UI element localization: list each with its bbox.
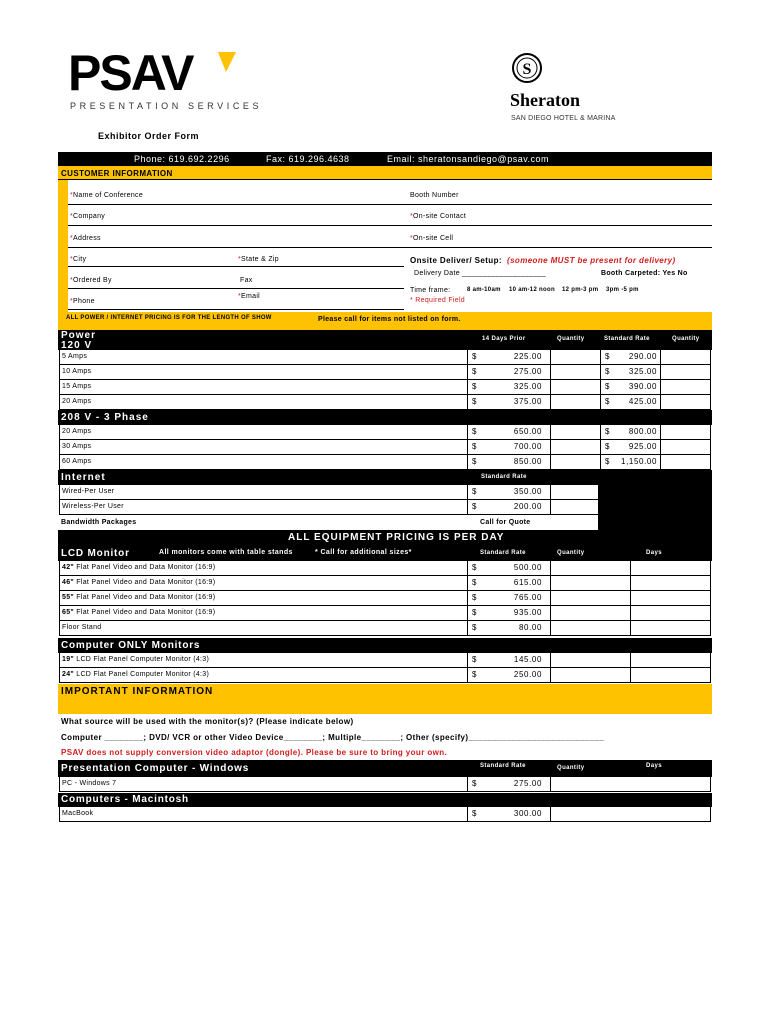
computer-monitor-currency: $ <box>472 670 477 679</box>
power-prior-price: 325.00 <box>513 382 542 391</box>
lcd-row[interactable] <box>59 561 711 576</box>
lcd-price: 615.00 <box>513 578 542 587</box>
notice-right: Please call for items not listed on form. <box>318 316 461 323</box>
power-currency: $ <box>472 397 477 406</box>
ordered-by-field[interactable]: *Ordered By <box>70 277 112 284</box>
lcd-currency: $ <box>472 578 477 587</box>
internet-title: Internet <box>61 472 106 483</box>
power-title-1: Power <box>61 330 97 341</box>
booth-carpeted-field[interactable]: Booth Carpeted: Yes No <box>601 270 688 277</box>
computer-monitor-row[interactable] <box>59 668 711 683</box>
lcd-currency: $ <box>472 563 477 572</box>
internet-col-standard: Standard Rate <box>481 474 527 480</box>
power-currency: $ <box>472 382 477 391</box>
bandwidth-packages: Bandwidth Packages <box>61 519 137 526</box>
onsite-delivery-label: Onsite Deliver/ Setup: <box>410 256 502 265</box>
lcd-quantity-cell[interactable] <box>550 591 630 605</box>
form-title: Exhibitor Order Form <box>98 131 200 141</box>
lcd-size: 65" <box>62 609 75 616</box>
phase-header <box>58 410 712 425</box>
time-option-4[interactable]: 3pm -5 pm <box>606 287 639 293</box>
power-row-label: 20 Amps <box>62 398 92 405</box>
lcd-description: Flat Panel Video and Data Monitor (16:9) <box>74 579 216 586</box>
computer-monitor-description: LCD Flat Panel Computer Monitor (4:3) <box>74 656 210 663</box>
lcd-days-cell[interactable] <box>630 576 712 590</box>
important-question: What source will be used with the monitor(s)? (Please indicate below) <box>61 717 354 726</box>
important-title: IMPORTANT INFORMATION <box>61 686 214 697</box>
internet-quantity-cell[interactable] <box>550 500 600 514</box>
computer-monitor-quantity-cell[interactable] <box>550 668 630 682</box>
internet-quantity-cell[interactable] <box>550 485 600 499</box>
lcd-row-label <box>62 624 102 631</box>
internet-currency: $ <box>472 487 477 496</box>
pc-row[interactable] <box>59 777 711 792</box>
contact-fax: Fax: 619.296.4638 <box>266 154 350 164</box>
phase-quantity2-cell[interactable] <box>660 440 712 454</box>
lcd-currency: $ <box>472 623 477 632</box>
phase-title: 208 V - 3 Phase <box>61 412 149 423</box>
lcd-row-label <box>62 564 215 571</box>
someone-must-note: (someone MUST be present for delivery) <box>507 256 676 265</box>
phase-currency: $ <box>605 442 610 451</box>
address-field[interactable]: *Address <box>70 235 101 242</box>
col-14-days-prior: 14 Days Prior <box>482 336 526 342</box>
time-frame-label: Time frame: <box>410 287 451 294</box>
mac-currency: $ <box>472 809 477 818</box>
power-currency: $ <box>472 367 477 376</box>
lcd-col-quantity: Quantity <box>557 550 585 556</box>
power-currency: $ <box>605 367 610 376</box>
lcd-quantity-cell[interactable] <box>550 576 630 590</box>
power-row[interactable] <box>59 350 711 365</box>
phase-row-label: 60 Amps <box>62 458 92 465</box>
internet-price: 350.00 <box>513 487 542 496</box>
computer-monitor-description: LCD Flat Panel Computer Monitor (4:3) <box>74 671 210 678</box>
customer-section-title: CUSTOMER INFORMATION <box>61 169 173 178</box>
contact-phone: Phone: 619.692.2296 <box>134 154 230 164</box>
power-title-2: 120 V <box>61 340 93 351</box>
lcd-size: 42" <box>62 564 75 571</box>
computer-monitor-row[interactable] <box>59 653 711 668</box>
lcd-description: Flat Panel Video and Data Monitor (16:9) <box>74 594 216 601</box>
phase-row[interactable] <box>59 425 711 440</box>
notice-left: ALL POWER / INTERNET PRICING IS FOR THE LENGTH OF SHOW <box>66 315 272 321</box>
phase-prior-price: 850.00 <box>513 457 542 466</box>
power-currency: $ <box>472 352 477 361</box>
lcd-row[interactable] <box>59 621 711 636</box>
email-field[interactable]: *Email <box>238 293 261 300</box>
lcd-quantity-cell[interactable] <box>550 606 630 620</box>
phase-currency: $ <box>605 457 610 466</box>
power-prior-price: 375.00 <box>513 397 542 406</box>
time-option-2[interactable]: 10 am-12 noon <box>509 287 555 293</box>
power-currency: $ <box>605 382 610 391</box>
phase-row-label: 30 Amps <box>62 443 92 450</box>
name-of-conference-field[interactable]: *Name of Conference <box>70 192 144 199</box>
power-standard-price: 290.00 <box>628 352 657 361</box>
computer-monitor-row-label <box>62 671 209 678</box>
lcd-description: Floor Stand <box>62 624 102 631</box>
lcd-price: 80.00 <box>518 623 542 632</box>
power-quantity-cell[interactable] <box>550 350 600 364</box>
lcd-currency: $ <box>472 593 477 602</box>
time-option-1[interactable]: 8 am-10am <box>467 287 501 293</box>
col-standard-rate: Standard Rate <box>604 336 650 342</box>
lcd-description: Flat Panel Video and Data Monitor (16:9) <box>74 609 216 616</box>
hotel-subtitle: SAN DIEGO HOTEL & MARINA <box>511 115 616 122</box>
computer-monitor-days-cell[interactable] <box>630 653 712 667</box>
state-zip-field[interactable]: *State & Zip <box>238 256 279 263</box>
phase-row-label: 20 Amps <box>62 428 92 435</box>
fax-field[interactable]: Fax <box>240 277 253 284</box>
onsite-contact-field[interactable]: *On-site Contact <box>410 213 467 220</box>
power-row[interactable] <box>59 365 711 380</box>
delivery-date-field[interactable]: Delivery Date ____________________ <box>414 270 547 277</box>
pc-title: Presentation Computer - Windows <box>61 763 250 774</box>
col-quantity-2: Quantity <box>672 336 700 342</box>
mac-price: 300.00 <box>513 809 542 818</box>
computer-monitors-title: Computer ONLY Monitors <box>61 640 201 651</box>
power-quantity-cell[interactable] <box>550 380 600 394</box>
lcd-row[interactable] <box>59 576 711 591</box>
brand-subtitle: PRESENTATION SERVICES <box>70 101 263 111</box>
lcd-days-cell[interactable] <box>630 606 712 620</box>
pc-row-label: PC - Windows 7 <box>62 780 117 787</box>
computer-monitor-currency: $ <box>472 655 477 664</box>
lcd-col-days: Days <box>646 550 662 556</box>
phase-currency: $ <box>605 427 610 436</box>
city-field[interactable]: *City <box>70 256 87 263</box>
time-option-3[interactable]: 12 pm-3 pm <box>562 287 599 293</box>
lcd-days-cell[interactable] <box>630 591 712 605</box>
phase-prior-price: 700.00 <box>513 442 542 451</box>
computer-monitor-row-label <box>62 656 209 663</box>
computer-monitor-size: 24" <box>62 671 75 678</box>
lcd-days-cell[interactable] <box>630 561 712 575</box>
phase-currency: $ <box>472 427 477 436</box>
phone-field[interactable]: *Phone <box>70 298 95 305</box>
power-row-label: 10 Amps <box>62 368 92 375</box>
internet-blackout <box>598 485 712 530</box>
lcd-monitor-title: LCD Monitor <box>61 548 130 559</box>
power-row-label: 15 Amps <box>62 383 92 390</box>
pc-col-standard: Standard Rate <box>480 763 526 769</box>
computer-monitor-price: 250.00 <box>513 670 542 679</box>
power-row-label: 5 Amps <box>62 353 88 360</box>
power-quantity2-cell[interactable] <box>660 380 712 394</box>
call-for-quote: Call for Quote <box>480 519 531 526</box>
phase-row[interactable] <box>59 455 711 470</box>
computer-monitor-quantity-cell[interactable] <box>550 653 630 667</box>
equipment-banner-text: ALL EQUIPMENT PRICING IS PER DAY <box>288 532 505 543</box>
lcd-row-label <box>62 579 215 586</box>
power-standard-price: 425.00 <box>628 397 657 406</box>
important-sources[interactable]: Computer ________; DVD/ VCR or other Video Device________; Multiple________; Other (specify)____________________________ <box>61 733 605 742</box>
lcd-description: Flat Panel Video and Data Monitor (16:9) <box>74 564 216 571</box>
hotel-name: Sheraton <box>510 90 581 110</box>
company-field[interactable]: *Company <box>70 213 106 220</box>
lcd-currency: $ <box>472 608 477 617</box>
phase-currency: $ <box>472 457 477 466</box>
power-currency: $ <box>605 397 610 406</box>
lcd-price: 500.00 <box>513 563 542 572</box>
power-prior-price: 225.00 <box>513 352 542 361</box>
internet-row-label: Wireless-Per User <box>62 503 124 510</box>
phase-quantity-cell[interactable] <box>550 425 600 439</box>
internet-header <box>58 470 712 485</box>
internet-price: 200.00 <box>513 502 542 511</box>
lcd-size: 55" <box>62 594 75 601</box>
important-warning: PSAV does not supply conversion video adaptor (dongle). Please be sure to bring your own. <box>61 748 448 757</box>
phase-prior-price: 650.00 <box>513 427 542 436</box>
internet-currency: $ <box>472 502 477 511</box>
phase-quantity-cell[interactable] <box>550 455 600 469</box>
internet-row-label: Wired-Per User <box>62 488 115 495</box>
power-quantity-cell[interactable] <box>550 365 600 379</box>
mac-row-label: MacBook <box>62 810 94 817</box>
pc-price: 275.00 <box>513 779 542 788</box>
lcd-quantity-cell[interactable] <box>550 561 630 575</box>
lcd-days-cell[interactable] <box>630 621 712 635</box>
sheraton-logo <box>507 48 627 123</box>
phase-currency: $ <box>472 442 477 451</box>
col-quantity: Quantity <box>557 336 585 342</box>
mac-title: Computers - Macintosh <box>61 794 189 805</box>
phase-quantity2-cell[interactable] <box>660 425 712 439</box>
svg-text:PSAV: PSAV <box>68 50 193 101</box>
booth-number-field[interactable]: Booth Number <box>410 192 459 199</box>
lcd-call-sizes: * Call for additional sizes* <box>315 549 412 556</box>
pc-col-days: Days <box>646 763 662 769</box>
onsite-cell-field[interactable]: *On-site Cell <box>410 235 454 242</box>
pc-currency: $ <box>472 779 477 788</box>
power-row[interactable] <box>59 380 711 395</box>
pc-col-quantity: Quantity <box>557 765 585 771</box>
lcd-note: All monitors come with table stands <box>159 549 293 556</box>
power-row[interactable] <box>59 395 711 410</box>
phase-quantity2-cell[interactable] <box>660 455 712 469</box>
power-quantity2-cell[interactable] <box>660 365 712 379</box>
sheraton-emblem-icon <box>507 48 547 88</box>
lcd-row[interactable] <box>59 606 711 621</box>
lcd-row-label <box>62 594 215 601</box>
computer-monitor-days-cell[interactable] <box>630 668 712 682</box>
power-quantity2-cell[interactable] <box>660 395 712 409</box>
lcd-row-label <box>62 609 215 616</box>
power-prior-price: 275.00 <box>513 367 542 376</box>
lcd-price: 935.00 <box>513 608 542 617</box>
power-quantity-cell[interactable] <box>550 395 600 409</box>
mac-row[interactable] <box>59 807 711 822</box>
phase-standard-price: 925.00 <box>628 442 657 451</box>
required-field-note: * Required Field <box>410 297 465 304</box>
contact-email: Email: sheratonsandiego@psav.com <box>387 154 550 164</box>
phase-quantity-cell[interactable] <box>550 440 600 454</box>
power-currency: $ <box>605 352 610 361</box>
lcd-size: 46" <box>62 579 75 586</box>
phase-row[interactable] <box>59 440 711 455</box>
svg-text:S: S <box>522 61 532 78</box>
lcd-row[interactable] <box>59 591 711 606</box>
phase-standard-price: 800.00 <box>628 427 657 436</box>
power-quantity2-cell[interactable] <box>660 350 712 364</box>
power-standard-price: 325.00 <box>628 367 657 376</box>
lcd-price: 765.00 <box>513 593 542 602</box>
phase-standard-price: 1,150.00 <box>621 457 657 466</box>
power-standard-price: 390.00 <box>628 382 657 391</box>
lcd-quantity-cell[interactable] <box>550 621 630 635</box>
computer-monitor-size: 19" <box>62 656 75 663</box>
lcd-col-standard: Standard Rate <box>480 550 526 556</box>
computer-monitor-price: 145.00 <box>513 655 542 664</box>
